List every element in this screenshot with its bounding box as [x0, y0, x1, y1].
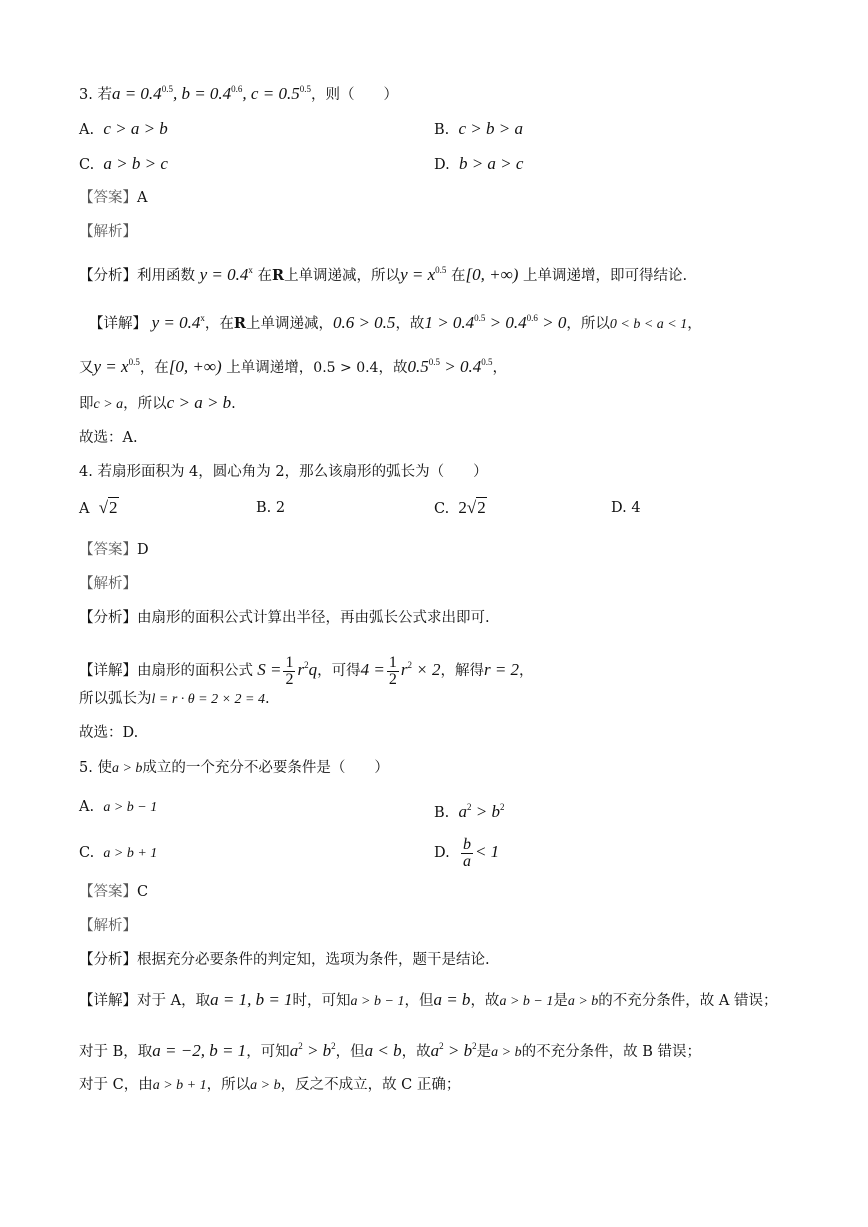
q5-option-c: C. a > b + 1 [79, 845, 158, 861]
q3-option-b: B. c > b > a [434, 119, 523, 138]
q3-option-c: C. a > b > c [79, 154, 168, 173]
q3-option-d: D. b > a > c [434, 154, 524, 173]
q5-option-b: B. $a^2 > b^2$ [434, 802, 505, 821]
q5-analysis-tag: 【解析】 [79, 918, 137, 934]
q3-stem-suffix: ，则（ ） [310, 87, 398, 103]
q5-answer: 【答案】C [79, 884, 149, 900]
q3-answer: 【答案】A [79, 190, 148, 206]
q4-answer: 【答案】D [79, 542, 149, 558]
q3-choose: 故选：A. [79, 430, 138, 446]
q4-option-b: B. 2 [256, 500, 286, 516]
q3-fenxi: 【分析】利用函数 $y = 0.4^x$ 在R上单调递减，所以$y = x^{0.5}$ 在[0, +∞) 上单调递增，即可得结论. [79, 265, 688, 284]
q5-xiangjie-line1: 【详解】对于 A，取a = 1, b = 1时，可知a > b − 1，但a = b，故a > b − 1是a > b的不充分条件，故 A 错误； [79, 990, 778, 1009]
q5-option-d: D. $\frac{b}{a}$ < 1 [434, 835, 500, 870]
q3-stem-math: $a = 0.4^{0.5}$, $b = 0.4^{0.6}$, $c = 0.5^{0.5}$ [111, 84, 311, 103]
q4-fenxi: 【分析】由扇形的面积公式计算出半径，再由弧长公式求出即可. [79, 610, 490, 626]
q4-choose: 故选：D. [79, 725, 139, 741]
q3-analysis-tag: 【解析】 [79, 224, 137, 240]
q3-stem-prefix: 3. 若 [79, 87, 112, 103]
q3-xiangjie-line3: 即c > a，所以c > a > b. [79, 393, 236, 412]
q4-analysis-tag: 【解析】 [79, 576, 137, 592]
q4-option-a: A √2 [79, 498, 118, 517]
q3-xiangjie-line2: 又$y = x^{0.5}$，在[0, +∞) 上单调递增，0.5 > 0.4，故$0.5^{0.5} > 0.4^{0.5}$， [79, 357, 507, 376]
q3-stem [79, 79, 398, 105]
q3-option-a: A. c > a > b [79, 119, 168, 138]
q4-option-d: D. 4 [611, 500, 641, 516]
q5-xiangjie-line3: 对于 C，由a > b + 1，所以a > b，反之不成立，故 C 正确； [79, 1077, 461, 1093]
q3-xiangjie-line1: 【详解】 $y = 0.4^x$，在R上单调递减，0.6 > 0.5，故$1 > 0.4^{0.5} > 0.4^{0.6} > 0$，所以0 < b < a < 1， [89, 313, 702, 332]
q5-fenxi: 【分析】根据充分必要条件的判定知，选项为条件，题干是结论. [79, 952, 490, 968]
q5-option-a: A. a > b − 1 [79, 799, 158, 815]
q5-stem: 5. 使a > b成立的一个充分不必要条件是（ ） [79, 760, 389, 776]
q5-xiangjie-line2: 对于 B，取a = −2, b = 1，可知$a^2 > b^2$，但a < b，故$a^2 > b^2$是a > b的不充分条件，故 B 错误； [79, 1041, 701, 1060]
q4-xiangjie-line2: 所以弧长为l = r · θ = 2 × 2 = 4. [79, 691, 270, 707]
q4-option-c: C. 2√2 [434, 498, 486, 517]
q4-stem: 4. 若扇形面积为 4，圆心角为 2，那么该扇形的弧长为（ ） [79, 464, 488, 480]
q4-xiangjie-line1: 【详解】由扇形的面积公式 S = $\frac{1}{2}$ $r^2q$，可得4 = $\frac{1}{2}$ $r^2 \times 2$，解得r = 2， [79, 653, 534, 688]
